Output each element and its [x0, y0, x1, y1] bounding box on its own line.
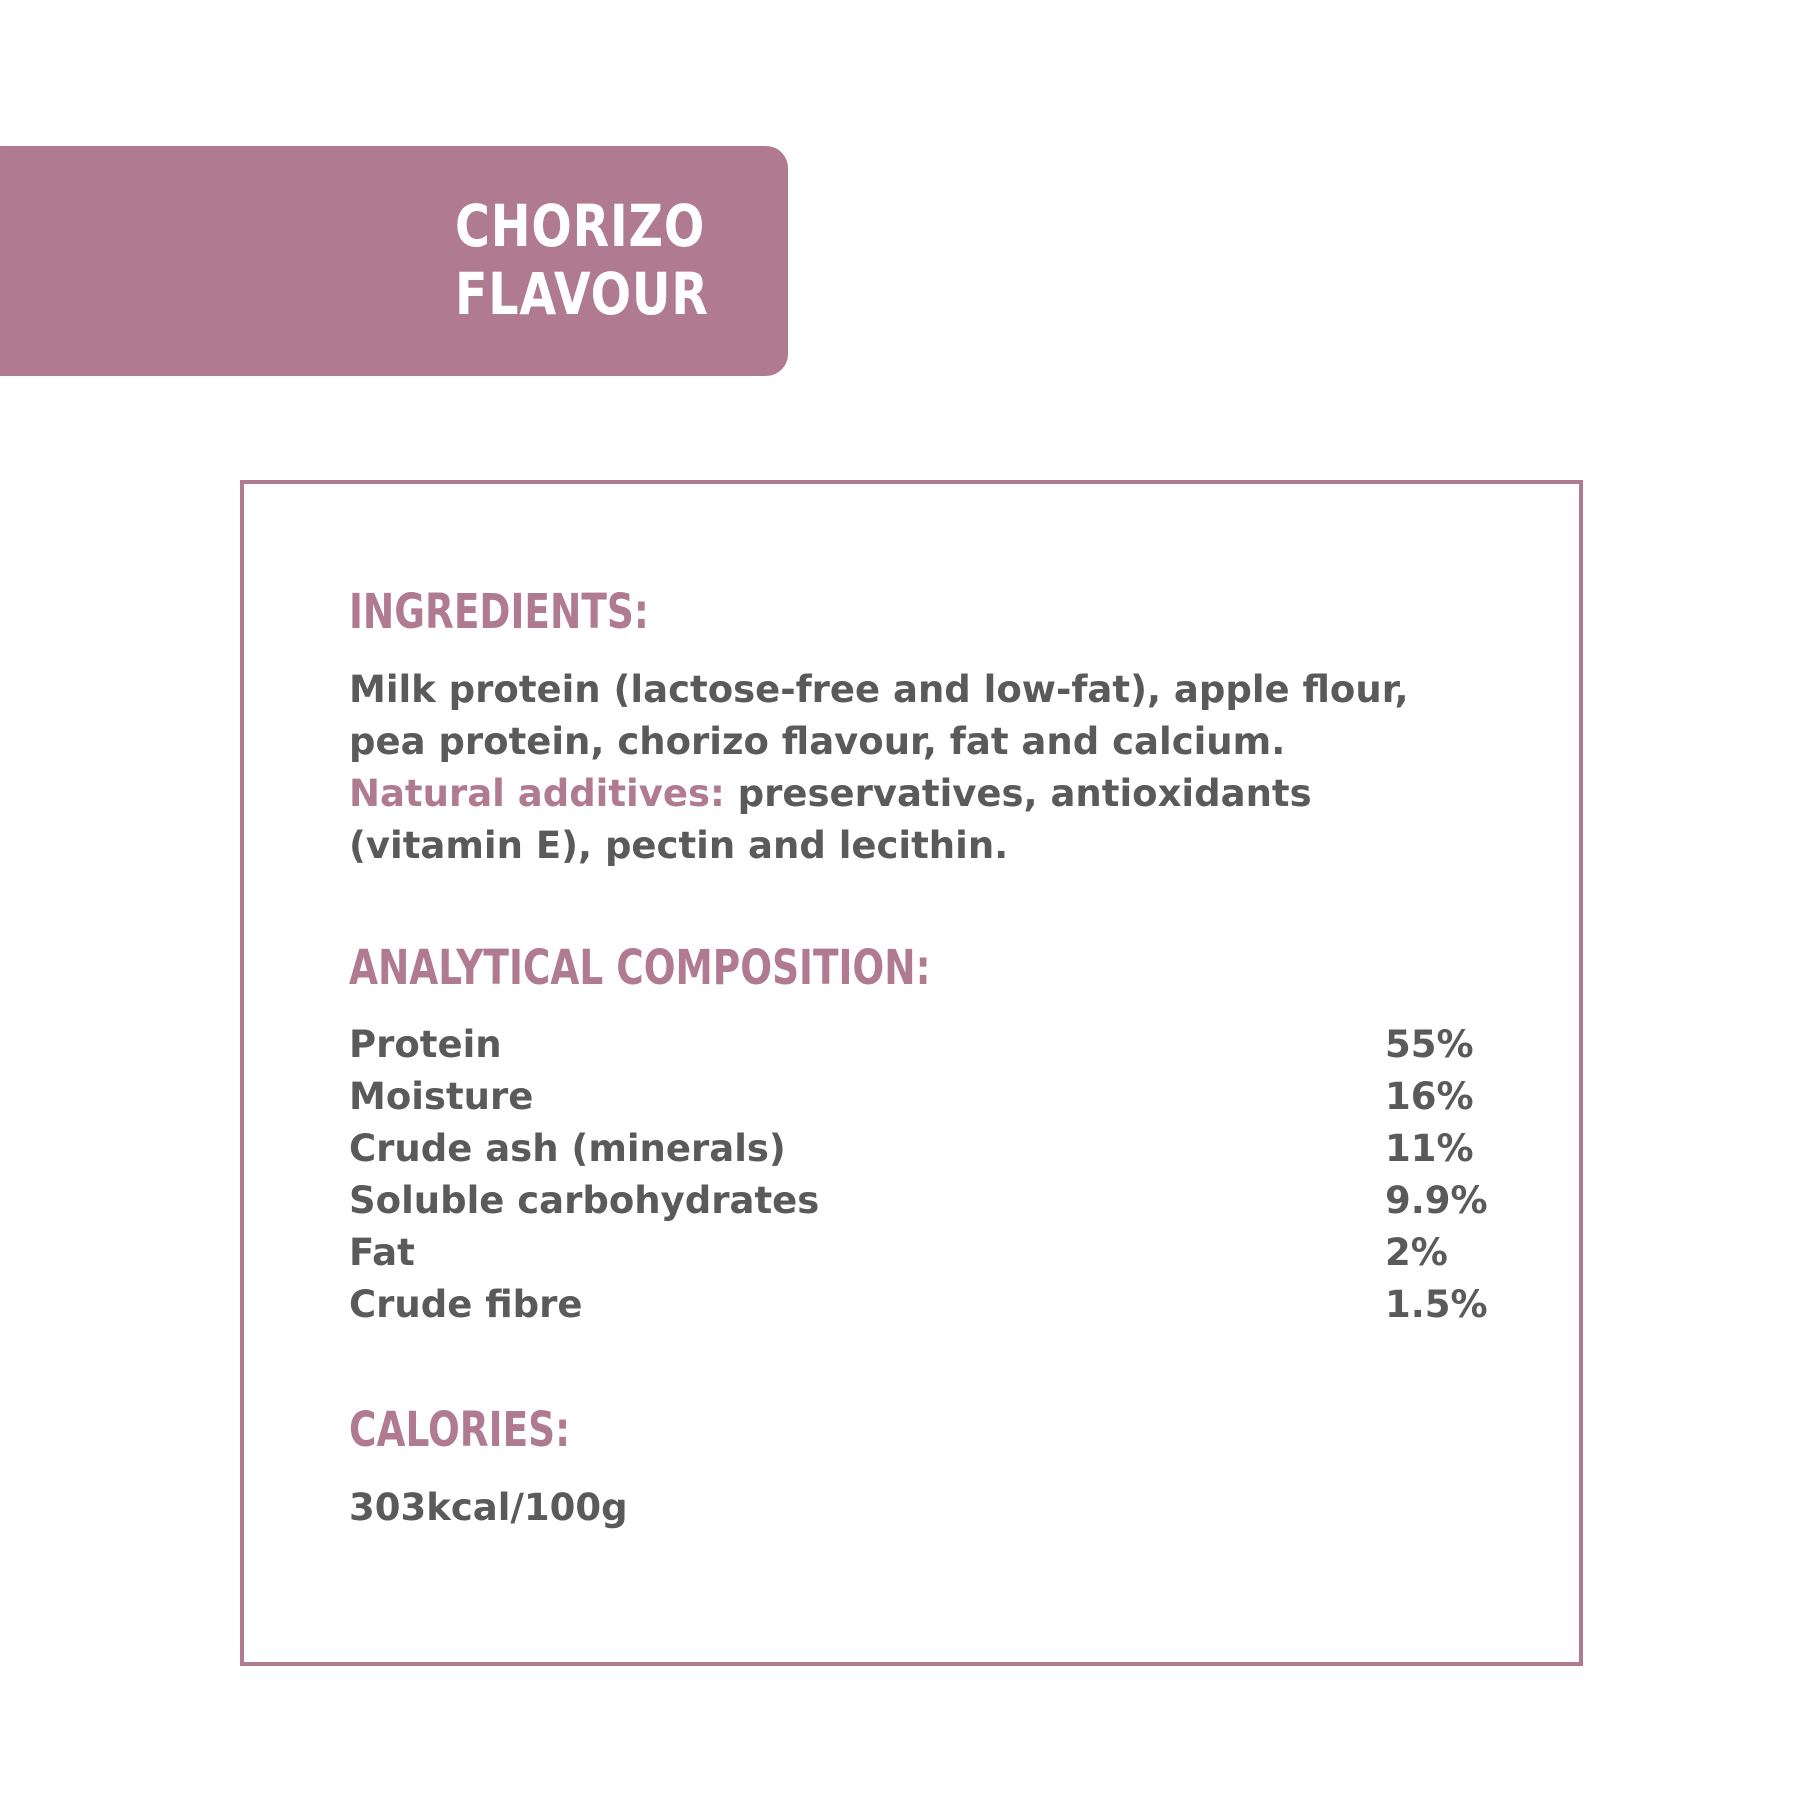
- nutrient-value: 2%: [1385, 1231, 1448, 1274]
- composition-row: [349, 1175, 1488, 1227]
- analytical-composition-heading: ANALYTICAL COMPOSITION:: [349, 940, 931, 996]
- calories-heading: CALORIES:: [349, 1402, 571, 1458]
- natural-additives-list: preservatives, antioxidants (vitamin E), pectin and lecithin.: [349, 772, 1312, 867]
- analytical-composition-table: [349, 1019, 1488, 1331]
- ingredients-list: Milk protein (lactose-free and low-fat), apple flour, pea protein, chorizo flavour, fat and calcium.: [349, 668, 1409, 763]
- composition-row: [349, 1123, 1474, 1175]
- calories-value: 303kcal/100g: [349, 1486, 628, 1529]
- nutrient-value: 1.5%: [1385, 1283, 1488, 1326]
- flavour-title: [455, 192, 709, 328]
- nutrient-value: 16%: [1385, 1075, 1474, 1118]
- composition-row: [349, 1279, 1488, 1331]
- composition-row: [349, 1071, 1474, 1123]
- nutrient-name: Protein: [349, 1023, 502, 1066]
- nutrient-name: Moisture: [349, 1075, 534, 1118]
- nutrient-value: 11%: [1385, 1127, 1474, 1170]
- flavour-title-line-1: CHORIZO: [455, 192, 706, 260]
- composition-row: [349, 1019, 1474, 1071]
- nutrient-name: Fat: [349, 1231, 415, 1274]
- nutrient-value: 9.9%: [1385, 1179, 1488, 1222]
- nutrient-name: Crude ash (minerals): [349, 1127, 786, 1170]
- nutrient-name: Crude fibre: [349, 1283, 583, 1326]
- flavour-title-line-2: FLAVOUR: [455, 260, 709, 328]
- nutrient-value: 55%: [1385, 1023, 1474, 1066]
- composition-row: [349, 1227, 1469, 1279]
- ingredients-heading: INGREDIENTS:: [349, 584, 649, 640]
- natural-additives-label: Natural additives:: [349, 772, 725, 815]
- ingredients-text: [349, 664, 1489, 872]
- nutrient-name: Soluble carbohydrates: [349, 1179, 820, 1222]
